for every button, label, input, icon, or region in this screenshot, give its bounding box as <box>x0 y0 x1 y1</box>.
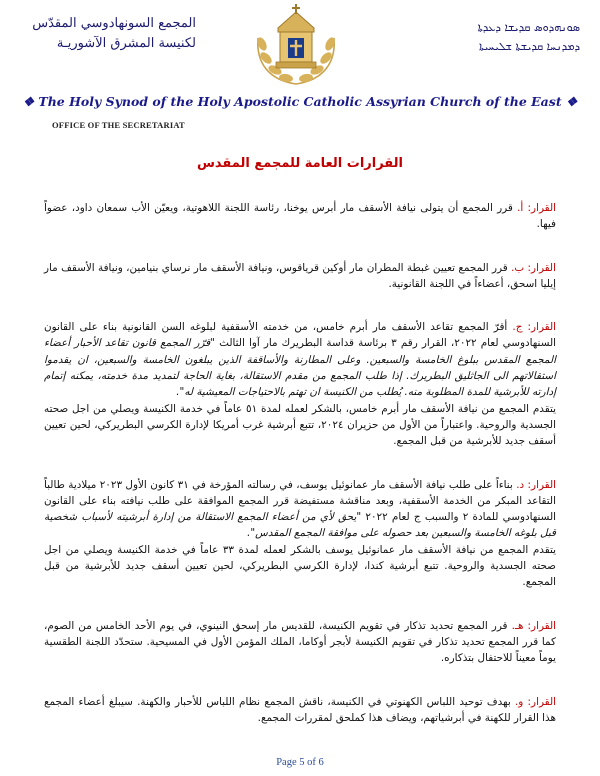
resolution-continuation: يتقدم المجمع من نيافة الأسقف مار عمانوئيل يوسف بالشكر لعمله لمدة ٣٣ عاماً في خدمة الكنيسة ويصلي من اجل صحته الجسدية والروحية. تتبع أبرشية كندا، لإدارة الكرسي البطريركي، لحين تعيين أسقف جديد للأبرشية من قبل المجمع. <box>44 543 556 589</box>
resolution-d-body <box>44 477 556 542</box>
resolution-text: أقرّ المجمع تقاعد الأسقف مار أبرم خامس، من خدمته الأسقفية لبلوغه السن القانونية بناء على القانون السنهادوسي لعام ٢٠٢٢، القرار رقم ٣ برئاسة قداسة البطريرك مار آوا الثالث <box>44 321 557 350</box>
resolution-a <box>44 200 556 233</box>
resolution-c <box>44 319 556 449</box>
letterhead-arabic-line1: المجمع السونهادوسي المقدّس <box>32 16 196 31</box>
resolution-text: قرر المجمع أن يتولى نيافة الأسقف مار أبرس يوخنا، رئاسة اللجنة اللاهوتية، ويعيّن الأب سمعان داود، عضواً فيها. <box>44 202 556 231</box>
resolution-text: بناءاً على طلب نيافة الأسقف مار عمانوئيل يوسف، في رسالته المؤرخة في ٣١ كانون الأول ٢٠٢٣ ميلادية طالباً التقاعد المبكر من الخدمة الأسقفية، وبعد مناقشة مستفيضة قرر المجمع الموافقة على طلب نيافته بناء على القانون السنهادوسي للمادة ٢ والسبب ج لعام ٢٠٢٢ <box>44 478 557 524</box>
resolution-text: قرر المجمع تعيين غبطة المطران مار أوكين قرياقوس، ونيافة الأسقف مار نرساي بنيامين، ونيافة الأسقف مار إيليا اسحق، أعضاءاً في اللجنة القانونية. <box>44 261 556 290</box>
page-title: القرارات العامة للمجمع المقدس <box>196 156 404 171</box>
resolution-continuation: يتقدم المجمع من نيافة الأسقف مار أبرم خامس، بالشكر لعمله لمدة ٥١ عاماً في خدمة الكنيسة ويصلي من اجل صحته الجسدية والروحية. واعتباراً من الأول من حزيران ٢٠٢٤، تتبع أبرشية غرب أمريكا لإدارة الكرسي البطريركي، لحين تعيين أسقف جديد للأبرشية من قبل المجمع. <box>44 402 556 448</box>
page-number: Page 5 of 6 <box>276 757 324 768</box>
resolution-d <box>44 477 556 591</box>
letterhead-arabic <box>16 14 196 54</box>
letterhead-syriac-line2: ܕܡܕܢܚܐ ܩܕܝܫܬܐ ܫܠܝܚܝܬܐ <box>479 40 580 53</box>
resolution-label: القرار: و. <box>514 695 556 708</box>
resolution-b <box>44 260 556 293</box>
resolution-quote: "قرّر المجمع قانون تقاعد الأحبار أعضاء المجمع المقدس ببلوغ الخامسة والسبعين. وعلى المطارنة والأساقفة الذين يبلغون الخامسة والسبعين، ان يقدموا استقالاتهم الى الجاثليق البطريرك. إذا طلب المجمع من مقدم الاستقالة، بغاية الحاجة لتمديد مدة خدمته، يمكنه إتمام إدارته للأبرشية للمدة المطلوبة منه. يُطلب من الكنيسة ان تهتم بالاحتياجات المعيشية له". <box>44 337 556 399</box>
resolution-e-body <box>44 618 556 667</box>
letterhead <box>0 0 600 125</box>
office-heading: OFFICE OF THE SECRETARIAT <box>52 120 185 130</box>
resolution-text: بهدف توحيد اللباس الكهنوتي في الكنيسة، ناقش المجمع نظام اللباس للأحبار والكهنة. سيبلغ أعضاء المجمع هذا القرار للكهنة في أبرشياتهم، ويضاف هذا كملحق لمقررات المجمع. <box>44 695 556 724</box>
resolution-quote: "يحق لأي من أعضاء المجمع الاستقالة من إدارة أبرشيته لأسباب شخصية قبل بلوغه الخامسة والسبعين بعد حصوله على موافقة المجمع المقدس". <box>44 511 556 540</box>
resolution-label: القرار: د. <box>516 478 556 491</box>
resolution-f <box>44 694 556 727</box>
resolutions-list <box>44 200 556 753</box>
letterhead-syriac-line1: ܣܘܢܗܕܘܣ ܩܕܝܫܐ ܕܥܕܬܐ <box>477 21 580 34</box>
resolution-label: القرار: ب. <box>511 261 556 274</box>
letterhead-syriac <box>370 18 580 56</box>
letterhead-banner: ❖ The Holy Synod of the Holy Apostolic Catholic Assyrian Church of the East ❖ <box>22 94 578 109</box>
resolution-f-body <box>44 694 556 727</box>
resolution-a-body <box>44 200 556 233</box>
resolution-label: القرار: ج. <box>512 321 556 334</box>
resolution-label: القرار: هـ. <box>511 619 556 632</box>
letterhead-arabic-line2: لكنيسة المشرق الآشوريـة <box>56 36 196 51</box>
resolution-c-body <box>44 319 556 400</box>
resolution-label: القرار: أ. <box>517 202 556 214</box>
synod-emblem-icon <box>246 4 346 90</box>
resolution-text: قرر المجمع تحديد تذكار في تقويم الكنيسة، للقديس مار إسحق النينوي، في يوم الأحد الخامس من الصوم، كما قرر المجمع تحديد تذكار في تقويم الكنيسة لأبجر أوكاما، الملك المؤمن الأول في المسيحية. ستحدّد اللجنة الطقسية يوماً معيناً للاحتفال بتذكاره. <box>44 619 556 665</box>
resolution-e <box>44 618 556 667</box>
resolution-b-body <box>44 260 556 293</box>
